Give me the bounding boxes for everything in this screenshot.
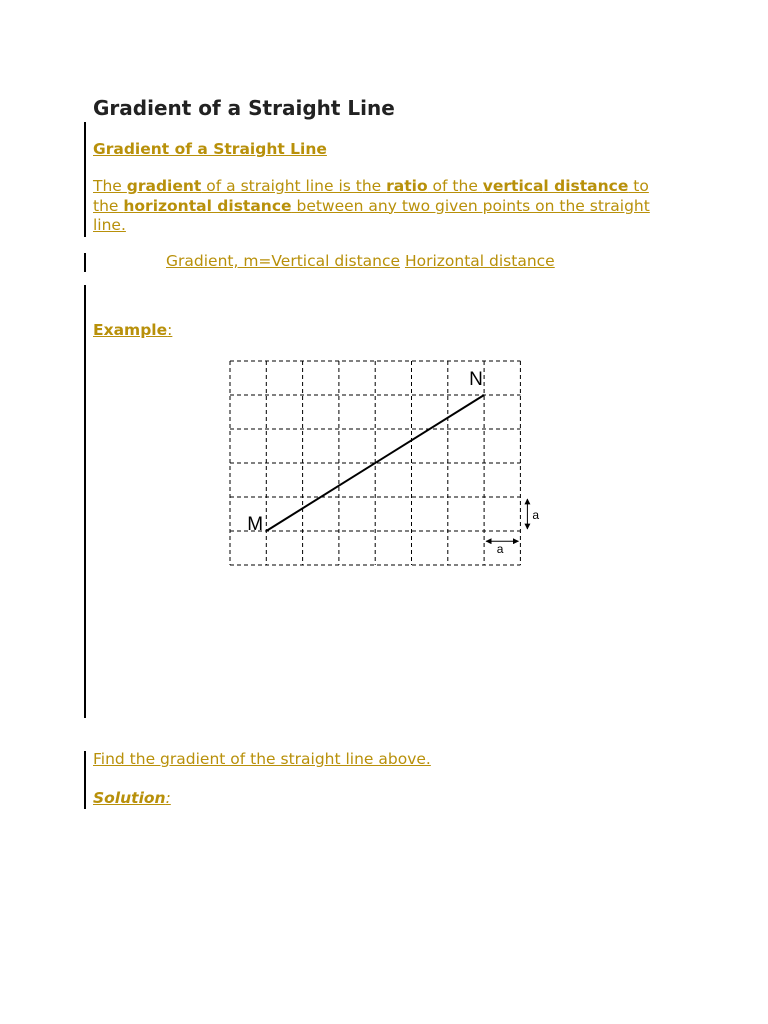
term-horizontal-distance: horizontal distance [123, 196, 292, 215]
margin-bar-3 [84, 285, 86, 718]
definition-text-2: of a straight line is the [201, 177, 387, 195]
section-heading[interactable]: Gradient of a Straight Line [93, 140, 327, 158]
point-n-label: N [469, 369, 483, 390]
definition-text-4: to the [93, 177, 649, 215]
definition-paragraph[interactable] [93, 177, 653, 236]
margin-bar-4 [84, 751, 86, 809]
term-gradient: gradient [126, 177, 202, 195]
definition-text-5: between any two given points on the straight line. [93, 196, 650, 234]
solution-colon: : [165, 789, 171, 807]
definition-text-3: of the [427, 177, 483, 195]
vertical-unit-label: a [532, 508, 540, 522]
margin-bar-1 [84, 122, 86, 237]
page-title: Gradient of a Straight Line [93, 96, 395, 120]
term-vertical-distance: vertical distance [482, 177, 629, 195]
solution-heading[interactable] [93, 789, 171, 807]
question-text[interactable]: Find the gradient of the straight line above. [93, 750, 431, 768]
solution-label: Solution [93, 789, 166, 807]
horizontal-unit-label: a [496, 542, 504, 557]
formula-numerator[interactable]: Gradient, m=Vertical distance [166, 252, 401, 270]
definition-text-1: The [93, 177, 127, 195]
margin-bar-2 [84, 253, 86, 272]
formula-denominator[interactable]: Horizontal distance [404, 252, 555, 270]
example-colon: : [167, 321, 173, 339]
gradient-formula [166, 252, 555, 270]
term-ratio: ratio [386, 177, 428, 195]
example-heading[interactable] [93, 321, 172, 339]
example-label: Example [93, 321, 168, 339]
gradient-diagram [224, 356, 544, 576]
point-m-label: M [247, 514, 264, 535]
